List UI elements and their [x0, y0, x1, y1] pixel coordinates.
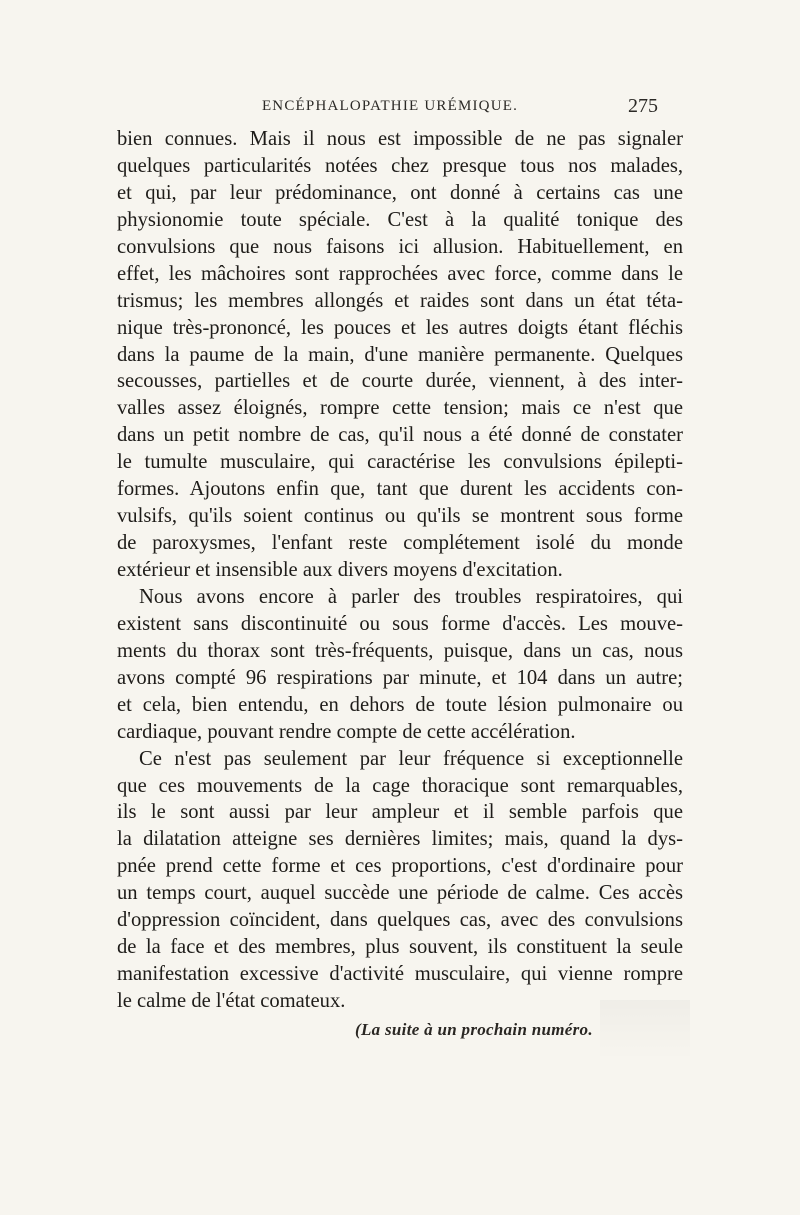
text-line: et cela, bien entendu, en dehors de toute lésion pulmonaire ou — [117, 693, 683, 716]
text-line: d'oppression coïncident, dans quelques cas, avec des convulsions — [117, 909, 683, 932]
text-line: le tumulte musculaire, qui caractérise les convulsions épilepti- — [117, 451, 683, 474]
text-line: nique très-prononcé, les pouces et les autres doigts étant fléchis — [117, 316, 683, 339]
text-line: dans un petit nombre de cas, qu'il nous a été donné de constater — [117, 424, 683, 447]
page-header — [0, 95, 800, 122]
text-line: formes. Ajoutons enfin que, tant que durent les accidents con- — [117, 478, 683, 501]
text-line: pnée prend cette forme et ces proportions, c'est d'ordinaire pour — [117, 855, 683, 878]
continuation-note: (La suite à un prochain numéro. — [355, 1020, 593, 1039]
text-line: existent sans discontinuité ou sous forme d'accès. Les mouve- — [117, 612, 683, 635]
text-line: trismus; les membres allongés et raides sont dans un état téta- — [117, 289, 683, 312]
text-line: bien connues. Mais il nous est impossible de ne pas signaler — [117, 128, 683, 150]
running-title: ENCÉPHALOPATHIE URÉMIQUE. — [261, 98, 519, 114]
page-number: 275 — [628, 95, 658, 117]
text-line: ments du thorax sont très-fréquents, puisque, dans un cas, nous — [117, 639, 683, 662]
text-line: et qui, par leur prédominance, ont donné à certains cas une — [117, 181, 683, 204]
body-text — [117, 126, 683, 1015]
text-line: vulsifs, qu'ils soient continus ou qu'ils se montrent sous forme — [117, 505, 683, 528]
text-line: secousses, partielles et de courte durée, viennent, à des inter- — [117, 370, 683, 393]
text-line: que ces mouvements de la cage thoracique sont remarquables, — [117, 774, 683, 797]
text-line: un temps court, auquel succède une période de calme. Ces accès — [117, 882, 683, 905]
text-line: le calme de l'état comateux. — [117, 990, 346, 1012]
text-line: la dilatation atteigne ses dernières limites; mais, quand la dys- — [117, 828, 683, 851]
text-line: Nous avons encore à parler des troubles respiratoires, qui — [139, 585, 683, 608]
text-line: effet, les mâchoires sont rapprochées avec force, comme dans le — [117, 262, 683, 285]
text-line: extérieur et insensible aux divers moyens d'excitation. — [117, 559, 563, 581]
text-line: valles assez éloignés, rompre cette tension; mais ce n'est que — [117, 397, 683, 420]
paper-bleed-through — [600, 1000, 690, 1060]
text-line: de la face et des membres, plus souvent, ils constituent la seule — [117, 936, 683, 959]
text-line: convulsions que nous faisons ici allusion. Habituellement, en — [117, 235, 683, 258]
text-line: Ce n'est pas seulement par leur fréquence si exceptionnelle — [139, 747, 683, 770]
text-line: ils le sont aussi par leur ampleur et il semble parfois que — [117, 801, 683, 824]
text-line: cardiaque, pouvant rendre compte de cette accélération. — [117, 720, 576, 743]
text-line: manifestation excessive d'activité musculaire, qui vienne rompre — [117, 963, 683, 986]
text-line: avons compté 96 respirations par minute, et 104 dans un autre; — [117, 666, 683, 689]
text-line: physionomie toute spéciale. C'est à la qualité tonique des — [117, 208, 683, 231]
text-line: quelques particularités notées chez presque tous nos malades, — [117, 154, 683, 177]
text-line: dans la paume de la main, d'une manière permanente. Quelques — [117, 343, 683, 366]
text-line: de paroxysmes, l'enfant reste complétement isolé du monde — [117, 532, 683, 555]
